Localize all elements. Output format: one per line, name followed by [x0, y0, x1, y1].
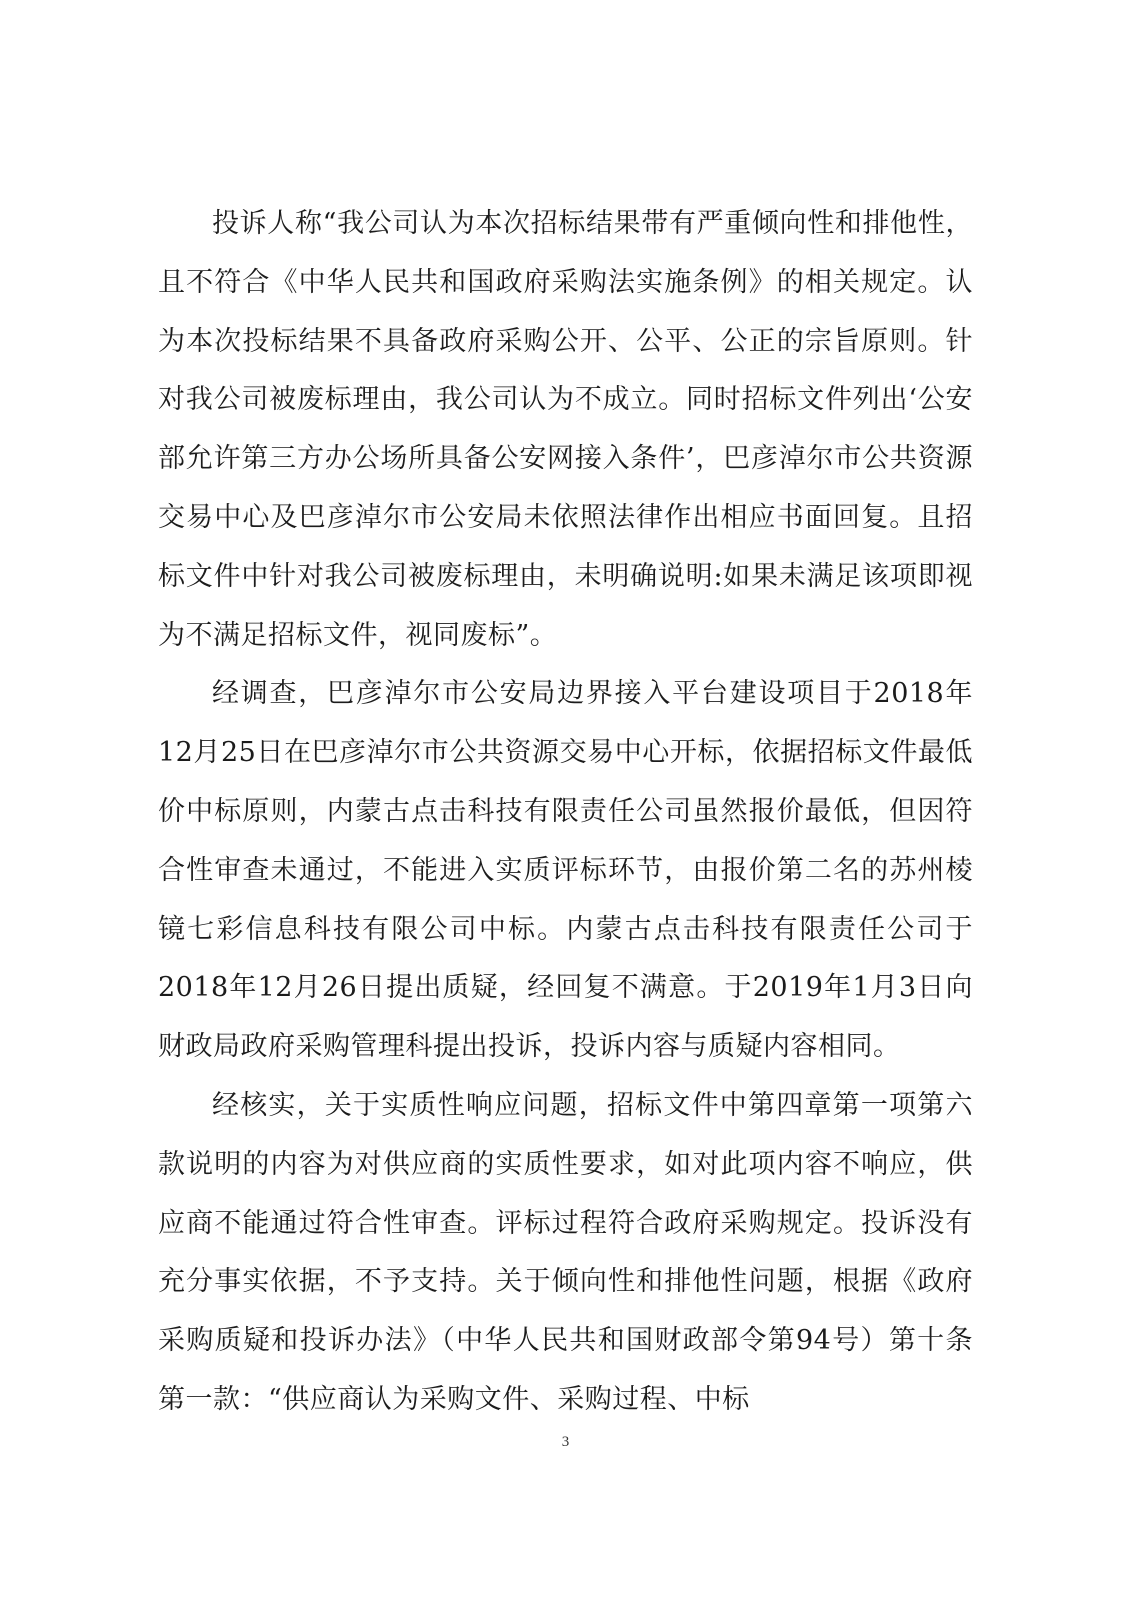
paragraph-verification: 经核实，关于实质性响应问题，招标文件中第四章第一项第六款说明的内容为对供应商的实质性要求，如对此项内容不响应，供应商不能通过符合性审查。评标过程符合政府采购规定。投诉没有充分事实依据，不予支持。关于倾向性和排他性问题，根据《政府采购质疑和投诉办法》（中华人民共和国财政部令第94号）第十条第一款：“供应商认为采购文件、采购过程、中标	[158, 1089, 973, 1415]
page-number: 3	[561, 1434, 570, 1450]
paragraph-complaint: 投诉人称“我公司认为本次招标结果带有严重倾向性和排他性，且不符合《中华人民共和国政府采购法实施条例》的相关规定。认为本次投标结果不具备政府采购公开、公平、公正的宗旨原则。针对我公司被废标理由，我公司认为不成立。同时招标文件列出‘公安部允许第三方办公场所具备公安网接入条件’，巴彦淖尔市公共资源交易中心及巴彦淖尔市公安局未依照法律作出相应书面回复。且招标文件中针对我公司被废标理由，未明确说明:如果未满足该项即视为不满足招标文件，视同废标”。	[158, 208, 973, 651]
document-body	[158, 195, 973, 1430]
paragraph-investigation: 经调查，巴彦淖尔市公安局边界接入平台建设项目于2018年12月25日在巴彦淖尔市公共资源交易中心开标，依据招标文件最低价中标原则，内蒙古点击科技有限责任公司虽然报价最低，但因符合性审查未通过，不能进入实质评标环节，由报价第二名的苏州棱镜七彩信息科技有限公司中标。内蒙古点击科技有限责任公司于2018年12月26日提出质疑，经回复不满意。于2019年1月3日向财政局政府采购管理科提出投诉，投诉内容与质疑内容相同。	[158, 678, 973, 1063]
